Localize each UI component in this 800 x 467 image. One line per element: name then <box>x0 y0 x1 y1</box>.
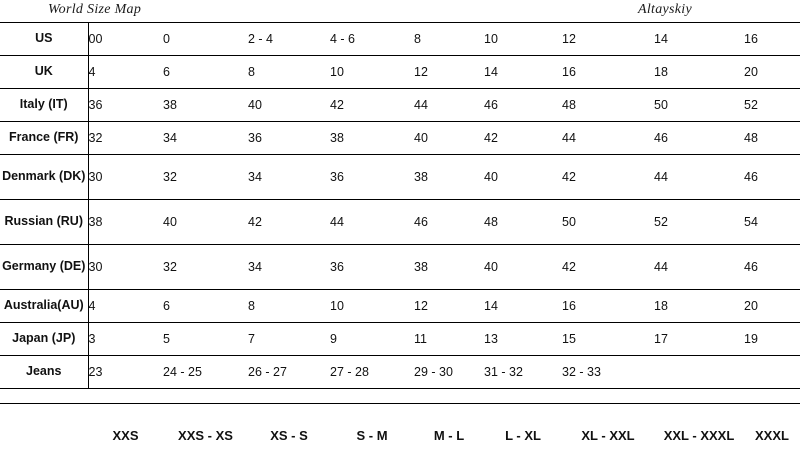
letter-size-row <box>0 420 800 450</box>
footer-cell: S - M <box>356 427 388 443</box>
size-cell: 36 <box>330 155 414 200</box>
size-cell: 38 <box>163 89 248 122</box>
size-cell: 32 <box>88 122 163 155</box>
size-cell: 46 <box>744 245 800 290</box>
row-label: UK <box>0 56 88 89</box>
size-cell: 38 <box>88 200 163 245</box>
size-cell: 19 <box>744 323 800 356</box>
size-cell: 27 - 28 <box>330 356 414 389</box>
size-cell: 30 <box>88 155 163 200</box>
size-cell: 12 <box>562 23 654 56</box>
size-cell: 4 <box>88 56 163 89</box>
size-cell: 40 <box>414 122 484 155</box>
size-cell: 48 <box>484 200 562 245</box>
size-cell: 5 <box>163 323 248 356</box>
size-cell: 00 <box>88 23 163 56</box>
size-cell: 26 - 27 <box>248 356 330 389</box>
table-row <box>0 200 800 245</box>
size-cell: 4 <box>88 290 163 323</box>
size-cell: 17 <box>654 323 744 356</box>
row-label: Japan (JP) <box>0 323 88 356</box>
size-cell: 14 <box>484 290 562 323</box>
size-cell: 24 - 25 <box>163 356 248 389</box>
footer-cell: XXXL <box>755 427 789 443</box>
chart-header <box>0 0 800 22</box>
page-title: World Size Map <box>48 2 142 17</box>
table-row <box>0 56 800 89</box>
size-cell: 38 <box>330 122 414 155</box>
size-cell: 6 <box>163 290 248 323</box>
size-cell: 8 <box>414 23 484 56</box>
size-cell: 48 <box>744 122 800 155</box>
size-cell: 23 <box>88 356 163 389</box>
size-cell: 16 <box>744 23 800 56</box>
size-cell: 40 <box>163 200 248 245</box>
size-cell: 46 <box>414 200 484 245</box>
size-cell: 34 <box>248 155 330 200</box>
table-row <box>0 245 800 290</box>
size-cell: 20 <box>744 56 800 89</box>
size-cell: 44 <box>562 122 654 155</box>
size-cell: 12 <box>414 290 484 323</box>
size-cell: 32 - 33 <box>562 356 654 389</box>
size-cell: 46 <box>654 122 744 155</box>
size-cell: 10 <box>330 290 414 323</box>
table-row <box>0 122 800 155</box>
footer-cell: XXL - XXXL <box>663 427 735 443</box>
row-label: Jeans <box>0 356 88 389</box>
size-cell: 10 <box>484 23 562 56</box>
footer-cell: XS - S <box>270 427 308 443</box>
size-cell: 14 <box>654 23 744 56</box>
size-cell: 14 <box>484 56 562 89</box>
row-label: Italy (IT) <box>0 89 88 122</box>
size-cell: 8 <box>248 290 330 323</box>
row-label: Russian (RU) <box>0 200 88 245</box>
size-cell: 36 <box>248 122 330 155</box>
size-cell: 31 - 32 <box>484 356 562 389</box>
size-cell: 16 <box>562 56 654 89</box>
size-cell: 20 <box>744 290 800 323</box>
size-cell: 0 <box>163 23 248 56</box>
size-cell: 50 <box>654 89 744 122</box>
size-cell: 13 <box>484 323 562 356</box>
size-cell: 36 <box>330 245 414 290</box>
footer-cell: M - L <box>433 427 465 443</box>
table-row <box>0 23 800 56</box>
size-cell: 2 - 4 <box>248 23 330 56</box>
row-label: US <box>0 23 88 56</box>
size-cell: 46 <box>484 89 562 122</box>
size-cell: 4 - 6 <box>330 23 414 56</box>
table-row <box>0 89 800 122</box>
size-cell: 16 <box>562 290 654 323</box>
size-cell: 44 <box>414 89 484 122</box>
footer-divider <box>0 403 800 450</box>
size-cell <box>744 356 800 389</box>
row-label: Denmark (DK) <box>0 155 88 200</box>
size-cell: 42 <box>562 155 654 200</box>
size-cell: 44 <box>654 245 744 290</box>
brand-title: Altayskiy <box>637 2 692 17</box>
size-cell: 52 <box>654 200 744 245</box>
size-cell: 42 <box>484 122 562 155</box>
size-cell: 32 <box>163 155 248 200</box>
size-cell: 9 <box>330 323 414 356</box>
size-cell: 8 <box>248 56 330 89</box>
size-cell: 42 <box>248 200 330 245</box>
footer-cell: XL - XXL <box>581 427 635 443</box>
size-cell: 54 <box>744 200 800 245</box>
size-cell: 40 <box>248 89 330 122</box>
size-cell: 48 <box>562 89 654 122</box>
size-cell: 34 <box>163 122 248 155</box>
size-cell: 18 <box>654 290 744 323</box>
size-cell: 15 <box>562 323 654 356</box>
size-cell: 38 <box>414 155 484 200</box>
size-cell: 42 <box>330 89 414 122</box>
size-cell: 12 <box>414 56 484 89</box>
footer-cell: XXS <box>112 427 139 443</box>
size-cell: 50 <box>562 200 654 245</box>
size-table <box>0 22 800 389</box>
size-cell: 11 <box>414 323 484 356</box>
row-label: Germany (DE) <box>0 245 88 290</box>
table-row <box>0 356 800 389</box>
size-cell: 42 <box>562 245 654 290</box>
size-cell: 44 <box>330 200 414 245</box>
size-cell: 52 <box>744 89 800 122</box>
size-cell: 7 <box>248 323 330 356</box>
table-row <box>0 155 800 200</box>
size-cell: 44 <box>654 155 744 200</box>
size-cell: 3 <box>88 323 163 356</box>
size-cell: 40 <box>484 155 562 200</box>
table-row <box>0 290 800 323</box>
size-cell: 34 <box>248 245 330 290</box>
footer-cell: XXS - XS <box>178 427 233 443</box>
size-cell: 29 - 30 <box>414 356 484 389</box>
size-cell: 32 <box>163 245 248 290</box>
row-label: Australia(AU) <box>0 290 88 323</box>
size-cell: 30 <box>88 245 163 290</box>
size-cell: 36 <box>88 89 163 122</box>
footer-cell: L - XL <box>505 427 541 443</box>
size-cell: 6 <box>163 56 248 89</box>
size-cell: 38 <box>414 245 484 290</box>
size-table-body <box>0 23 800 389</box>
size-cell: 18 <box>654 56 744 89</box>
size-cell: 10 <box>330 56 414 89</box>
size-cell: 40 <box>484 245 562 290</box>
footer-cell <box>0 420 88 450</box>
row-label: France (FR) <box>0 122 88 155</box>
size-cell <box>654 356 744 389</box>
footer-row <box>0 420 800 450</box>
table-row <box>0 323 800 356</box>
size-cell: 46 <box>744 155 800 200</box>
